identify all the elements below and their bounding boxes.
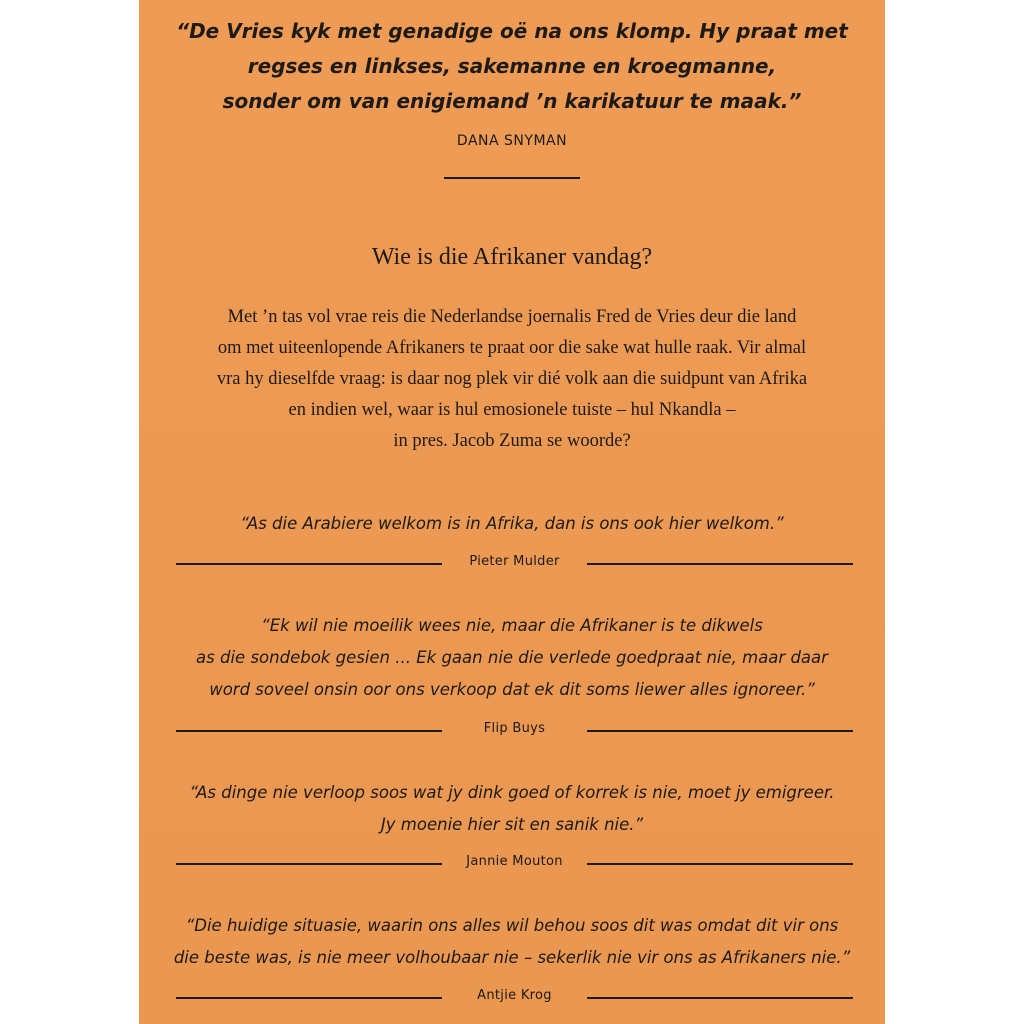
quote-speaker-name: Pieter Mulder (469, 554, 560, 569)
quote-line: “Die huidige situasie, waarin ons alles wil behou soos dit was omdat dit vir ons (185, 916, 839, 935)
quote-speaker-name: Antjie Krog (477, 988, 552, 1003)
blurb-body (139, 302, 885, 457)
interview-quote (139, 610, 885, 706)
quote-line: “Ek wil nie moeilik wees nie, maar die Afrikaner is te dikwels (261, 616, 763, 635)
blurb-line: Met ’n tas vol vrae reis die Nederlandse joernalis Fred de Vries deur die land (227, 307, 797, 327)
attribution-rule-right (587, 730, 853, 732)
attribution-rule-left (176, 863, 442, 865)
quote-line: “As die Arabiere welkom is in Afrika, dan is ons ook hier welkom.” (240, 514, 784, 533)
divider-rule (444, 177, 580, 179)
quote-line: die beste was, is nie meer volhoubaar nie – sekerlik nie vir ons as Afrikaners nie.” (173, 948, 851, 967)
book-back-cover (139, 0, 885, 1024)
review-attribution: DANA SNYMAN (456, 133, 568, 149)
attribution-rule-right (587, 863, 853, 865)
quote-speaker-name: Jannie Mouton (466, 854, 563, 869)
attribution-rule-right (587, 563, 853, 565)
attribution-rule-left (176, 997, 442, 999)
review-quote-line: regses en linkses, sakemanne en kroegmanne, (247, 54, 777, 78)
blurb-heading: Wie is die Afrikaner vandag? (371, 244, 653, 270)
quote-attribution-row (176, 552, 853, 572)
quote-line: “As dinge nie verloop soos wat jy dink goed of korrek is nie, moet jy emigreer. (189, 783, 835, 802)
review-quote-line: “De Vries kyk met genadige oë na ons klomp. Hy praat met (176, 19, 848, 43)
interview-quote (139, 777, 885, 841)
quote-attribution-row (176, 719, 853, 739)
quote-line: as die sondebok gesien ... Ek gaan nie die verlede goedpraat nie, maar daar (196, 648, 828, 667)
quote-attribution-row (176, 986, 853, 1006)
quote-line: Jy moenie hier sit en sanik nie.” (380, 815, 644, 834)
quote-speaker-name: Flip Buys (483, 721, 546, 736)
blurb-line: in pres. Jacob Zuma se woorde? (393, 431, 631, 451)
blurb-line: vra hy dieselfde vraag: is daar nog plek vir dié volk aan die suidpunt van Afrika (216, 369, 808, 389)
review-quote-line: sonder om van enigiemand ’n karikatuur te maak.” (222, 89, 802, 113)
quote-line: word soveel onsin oor ons verkoop dat ek dit soms liewer alles ignoreer.” (209, 680, 815, 699)
interview-quote (139, 910, 885, 974)
interview-quote (139, 508, 885, 540)
attribution-rule-left (176, 563, 442, 565)
quote-attribution-row (176, 852, 853, 872)
attribution-rule-right (587, 997, 853, 999)
featured-review-quote (139, 14, 885, 119)
blurb-line: om met uiteenlopende Afrikaners te praat oor die sake wat hulle raak. Vir almal (217, 338, 807, 358)
attribution-rule-left (176, 730, 442, 732)
blurb-line: en indien wel, waar is hul emosionele tuiste – hul Nkandla – (288, 400, 736, 420)
